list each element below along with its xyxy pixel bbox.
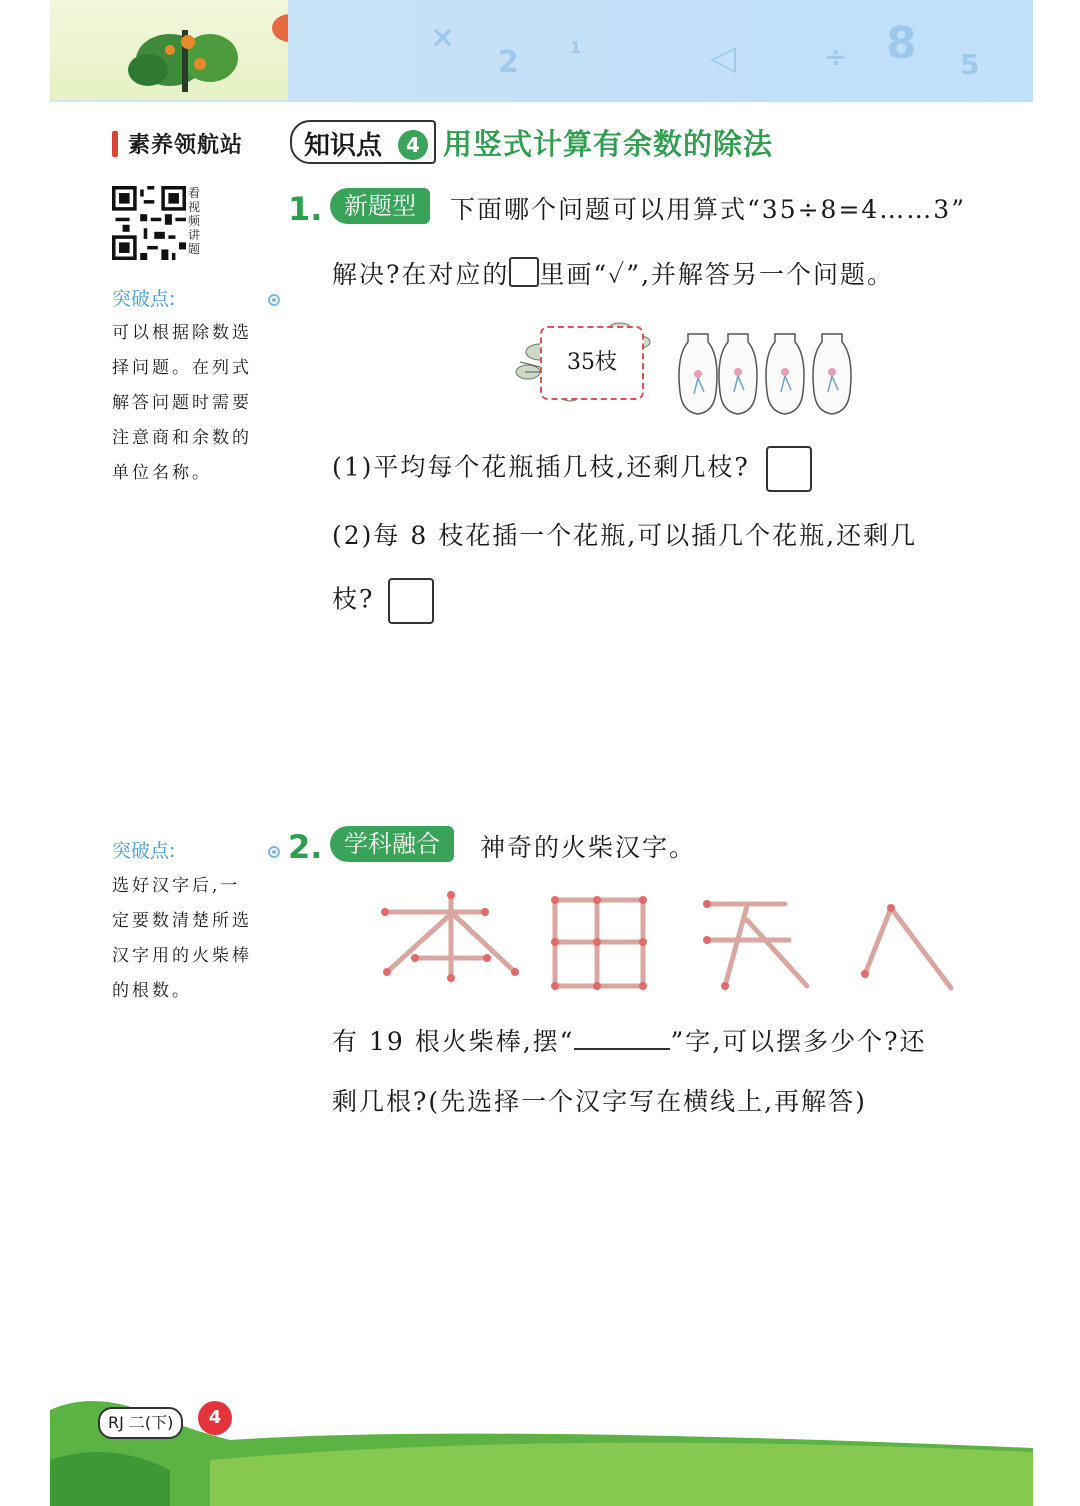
hint-note-line: 注意商和余数的 [112,428,252,448]
knowledge-badge-text: 知识点 [304,131,383,161]
divide-icon: ÷ [824,40,848,73]
problem-1-tag: 新题型 [330,188,430,224]
problem-2-line-1 [332,1022,927,1058]
hint-note-line: 选好汉字后,一 [112,876,241,896]
digit-one-icon: 1 [570,38,582,57]
matchstick-characters [375,890,975,1000]
digit-two-icon: 2 [498,45,519,80]
problem-2-line-1b: ”字,可以摆多少个?还 [670,1027,927,1056]
hint-note-1 [112,316,262,491]
problem-1-line-2a: 解决?在对应的 [332,260,510,289]
edition-badge: RJ 二(下) [98,1407,183,1439]
problem-1-q1-text: (1)平均每个花瓶插几枝,还剩几枝? [332,452,750,482]
hint-note-line: 的根数。 [112,981,192,1001]
knowledge-badge [290,120,436,164]
hint-label-2: 突破点: [112,840,176,862]
hint-note-2 [112,869,262,1009]
problem-2-tag: 学科融合 [330,826,454,862]
hint-dot-icon [268,846,280,858]
page-number: 4 [198,1401,232,1435]
hint-note-line: 定要数清楚所选 [112,911,252,931]
problem-1-q1 [332,446,812,492]
problem-1-q2-line-1: (2)每 8 枝花插一个花瓶,可以插几个花瓶,还剩几 [332,521,918,550]
sidebar-title [112,128,243,159]
sidebar-title-text: 素养领航站 [128,133,244,158]
answer-checkbox-q1[interactable] [766,446,812,492]
problem-1-q2-line-2 [332,578,434,624]
vase-icon [672,330,724,420]
problem-1-number: 1. [288,190,323,228]
digit-eight-icon: 8 [886,18,917,69]
answer-blank[interactable] [574,1024,670,1050]
times-icon: × [430,20,456,55]
header-band [50,0,1033,102]
knowledge-title: 用竖式计算有余数的除法 [443,127,774,161]
problem-1-line-2b: 里画“✓”,并解答另一个问题。 [539,260,895,289]
hint-dot-icon [268,294,280,306]
triangle-icon: ◁ [710,38,737,78]
problem-2-line-2: 剩几根?(先选择一个汉字写在横线上,再解答) [332,1087,867,1116]
digit-five-icon: 5 [960,48,980,81]
knowledge-number: 4 [398,130,428,160]
hint-note-line: 汉字用的火柴棒 [112,946,252,966]
problem-1-line-1: 下面哪个问题可以用算式“35÷8=4……3” [450,195,966,224]
leaf-illustration [50,0,288,100]
problem-2-number: 2. [288,828,323,866]
workbook-page [50,0,1033,1506]
inline-checkbox-icon [509,257,539,287]
qr-label: 看视频讲题 [188,186,201,256]
problem-2-intro: 神奇的火柴汉字。 [480,833,697,862]
flower-count-label: 35枝 [540,326,644,400]
problem-1-q2-text: 枝? [332,584,375,614]
hint-label-1: 突破点: [112,288,176,310]
sidebar-marker [112,131,118,157]
answer-checkbox-q2[interactable] [388,578,434,624]
problem-2-line-1a: 有 19 根火柴棒,摆“ [332,1027,575,1056]
qr-code[interactable] [112,186,186,260]
hint-note-line: 择问题。在列式 [112,358,252,378]
problem-1-line-2 [332,255,894,291]
plant-icon [50,0,288,100]
hint-note-line: 解答问题时需要 [112,393,252,413]
hint-note-line: 可以根据除数选 [112,323,252,343]
hint-note-line: 单位名称。 [112,463,212,483]
